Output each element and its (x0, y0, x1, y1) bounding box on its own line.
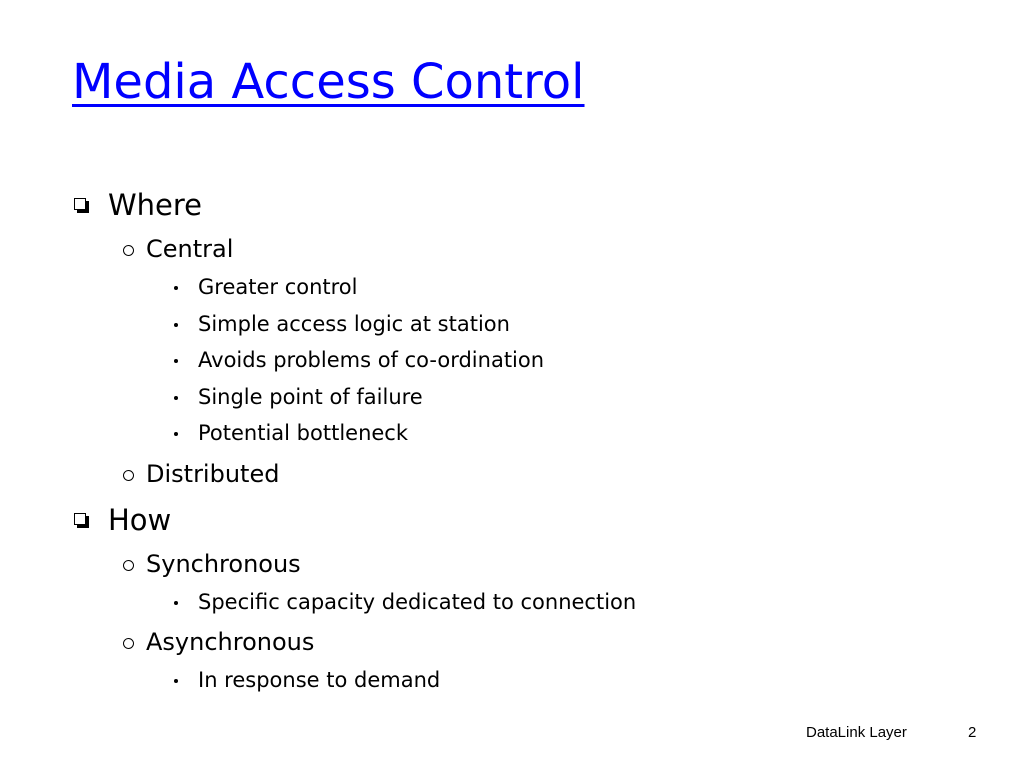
bullet-text: Avoids problems of co-ordination (198, 348, 545, 372)
bullet-level3-item (174, 421, 408, 445)
dot-bullet-icon (174, 396, 178, 400)
hollow-circle-bullet-icon (123, 470, 134, 481)
hollow-circle-bullet-icon (123, 560, 134, 571)
hollow-circle-bullet-icon (123, 638, 134, 649)
bullet-level3-item (174, 348, 544, 372)
dot-bullet-icon (174, 432, 178, 436)
dot-bullet-icon (174, 679, 178, 683)
bullet-level3-item (174, 312, 510, 336)
hollow-square-bullet-icon (74, 513, 88, 527)
hollow-circle-bullet-icon (123, 245, 134, 256)
footer-section-label: DataLink Layer (806, 724, 907, 741)
bullet-text: Asynchronous (146, 628, 315, 656)
bullet-level2-central (123, 235, 233, 263)
slide-title: Media Access Control (72, 54, 585, 110)
dot-bullet-icon (174, 286, 178, 290)
dot-bullet-icon (174, 323, 178, 327)
bullet-text: Simple access logic at station (198, 312, 510, 336)
bullet-text: Central (146, 235, 234, 263)
hollow-square-bullet-icon (74, 198, 88, 212)
dot-bullet-icon (174, 359, 178, 363)
bullet-level2-distributed (123, 460, 279, 488)
footer-page-number: 2 (968, 724, 977, 741)
bullet-text: In response to demand (198, 668, 441, 692)
bullet-text: Single point of failure (198, 385, 423, 409)
bullet-text: Where (108, 188, 203, 222)
bullet-level3-item (174, 590, 636, 614)
bullet-level1-how (74, 503, 171, 537)
bullet-text: Distributed (146, 460, 280, 488)
bullet-text: Greater control (198, 275, 358, 299)
bullet-level3-item (174, 668, 440, 692)
bullet-text: Synchronous (146, 550, 301, 578)
bullet-level1-where (74, 188, 202, 222)
dot-bullet-icon (174, 601, 178, 605)
bullet-text: Specific capacity dedicated to connection (198, 590, 637, 614)
bullet-text: How (108, 503, 172, 537)
bullet-text: Potential bottleneck (198, 421, 409, 445)
bullet-level2-asynchronous (123, 628, 314, 656)
bullet-level3-item (174, 275, 358, 299)
bullet-level2-synchronous (123, 550, 301, 578)
bullet-level3-item (174, 385, 423, 409)
